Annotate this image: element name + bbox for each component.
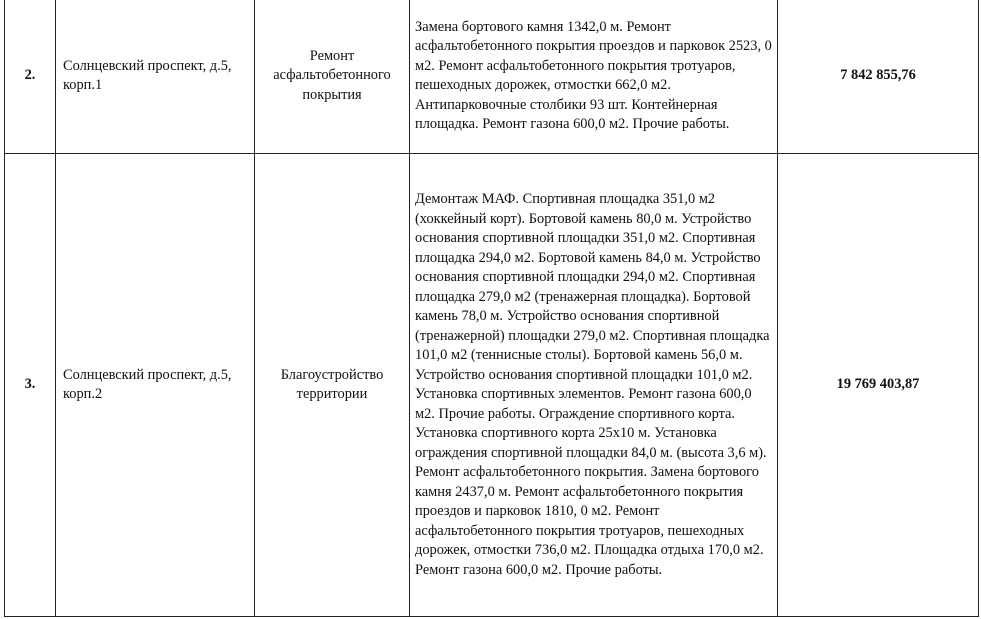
description-cell: Замена бортового камня 1342,0 м. Ремонт асфальтобетонного покрытия проездов и парковок 2523, 0 м2. Ремонт асфальтобетонного покрытия тротуаров, пешеходных дорожек, отмостки 662,0 м2. Антипарковочные столбики 93 шт. Контейнерная площадка. Ремонт газона 600,0 м2. Прочие работы. [410,0,778,154]
row-number: 2. [5,0,56,154]
row-number: 3. [5,154,56,617]
table-row [5,154,979,617]
amount-cell: 7 842 855,76 [778,0,979,154]
amount-cell: 19 769 403,87 [778,154,979,617]
description-cell: Демонтаж МАФ. Спортивная площадка 351,0 м2 (хоккейный корт). Бортовой камень 80,0 м. Устройство основания спортивной площадки 351,0 м2. Спортивная площадка 294,0 м2. Бортовой камень 84,0 м. Устройство основания спортивной площадки 294,0 м2. Спортивная площадка 279,0 м2 (тренажерная площадка). Бортовой камень 78,0 м. Устройство основания спортивной (тренажерной) площадки 279,0 м2. Спортивная площадка 101,0 м2 (теннисные столы). Бортовой камень 56,0 м. Устройство основания спортивной площадки 101,0 м2. Установка спортивных элементов. Ремонт газона 600,0 м2. Прочие работы. Ограждение спортивного корта. Установка спортивного корта 25х10 м. Установка ограждения спортивной площадки 84,0 м. (высота 3,6 м). Ремонт асфальтобетонного покрытия. Замена бортового камня 2437,0 м. Ремонт асфальтобетонного покрытия проездов и парковок 1810, 0 м2. Ремонт асфальтобетонного покрытия тротуаров, пешеходных дорожек, отмостки 736,0 м2. Площадка отдыха 170,0 м2. Ремонт газона 600,0 м2. Прочие работы. [410,154,778,617]
work-type-cell: Ремонт асфальтобетонного покрытия [255,0,410,154]
table-row [5,0,979,154]
address-cell: Солнцевский проспект, д.5, корп.2 [56,154,255,617]
work-type-cell: Благоустройство территории [255,154,410,617]
works-table [4,0,979,617]
address-cell: Солнцевский проспект, д.5, корп.1 [56,0,255,154]
